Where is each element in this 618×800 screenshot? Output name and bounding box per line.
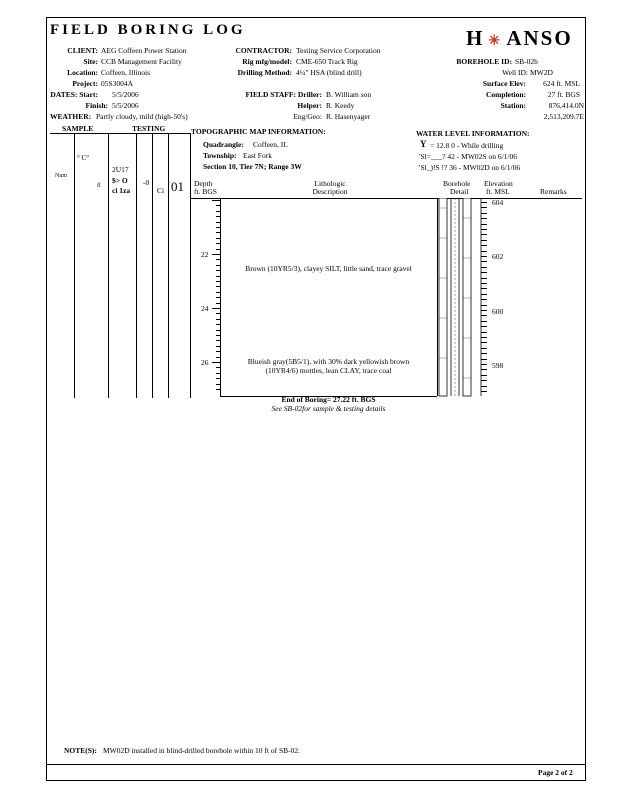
contractor-label: CONTRACTOR: xyxy=(235,46,292,55)
township-value: East Fork xyxy=(243,151,272,160)
end-of-boring: End of Boring= 27.22 ft. BGS xyxy=(281,395,376,404)
depth-tick xyxy=(216,211,220,212)
depth-tick xyxy=(216,340,220,341)
depth-tick xyxy=(216,324,220,325)
logo-left-text: H xyxy=(466,26,485,50)
elevation-tick xyxy=(481,342,487,343)
depth-tick xyxy=(212,362,220,363)
rig-label: Rig mfg/model: xyxy=(242,57,292,66)
depth-tick xyxy=(216,330,220,331)
water-level-2: ’Sl=___? 42 - MW02S on 6/1/06 xyxy=(418,152,518,161)
elevation-tick xyxy=(481,315,487,316)
notes-text: MW02D installed in blind-drilled borehole within 10 ft of SB-02. xyxy=(103,746,301,755)
depth-tick xyxy=(212,200,220,201)
see-reference: See SB-02for sample & testing details xyxy=(271,404,386,413)
water-level-1: = 12.8 0 - While drilling xyxy=(430,141,504,150)
col-glyph-2: 2U17 xyxy=(112,165,129,174)
elevation-tick xyxy=(481,224,487,225)
elevation-tick xyxy=(481,348,487,349)
depth-tick xyxy=(216,389,220,390)
elevation-tick xyxy=(481,294,487,295)
elevation-tick xyxy=(481,218,487,219)
page-title: FIELD BORING LOG xyxy=(50,22,246,38)
driller-value: B. William son xyxy=(326,90,372,99)
elevation-tick xyxy=(481,321,487,322)
depth-tick xyxy=(216,222,220,223)
dates-start-label: DATES: Start: xyxy=(50,90,98,99)
weather-value: Partly cloudy, mild (high-50's) xyxy=(96,112,188,121)
location-label: Location: xyxy=(67,68,98,77)
company-logo xyxy=(466,26,573,51)
station-value-east: 2,513,209.7E xyxy=(543,112,584,121)
water-symbol: Y xyxy=(420,139,427,149)
testing-header: TESTING xyxy=(132,124,166,133)
elevation-tick xyxy=(481,364,487,365)
surface-label: Surface Elev: xyxy=(482,79,526,88)
site-value: CCB Management Facility xyxy=(101,57,182,66)
depth-tick xyxy=(216,292,220,293)
col-glyph-4: ci 1za xyxy=(112,186,131,195)
depth-tick xyxy=(216,367,220,368)
driller-label: FIELD STAFF: Driller: xyxy=(245,90,322,99)
elevation-tick xyxy=(481,391,487,392)
depth-tick xyxy=(216,227,220,228)
depth-tick xyxy=(216,378,220,379)
elevation-tick xyxy=(481,332,487,333)
weather-label: WEATHER: xyxy=(50,112,92,121)
depth-tick xyxy=(216,346,220,347)
water-header: WATER LEVEL INFORMATION: xyxy=(416,129,530,138)
footer-divider xyxy=(46,764,586,765)
page-number: Page 2 of 2 xyxy=(538,768,573,777)
elevation-tick xyxy=(481,288,487,289)
depth-tick xyxy=(216,281,220,282)
depth-tick xyxy=(216,357,220,358)
drilling-value: 4¼" HSA (blind drill) xyxy=(296,68,362,77)
col-glyph-1: ° C° xyxy=(77,154,90,162)
topo-header: TOPOGRAPHIC MAP INFORMATION: xyxy=(191,127,326,136)
logo-mark: ✳ xyxy=(488,34,503,49)
num-header: Num xyxy=(55,173,67,179)
elevation-tick xyxy=(481,299,487,300)
elevation-tick xyxy=(481,229,487,230)
log-top-line xyxy=(190,198,582,199)
litho-description-2b: (10YR4/6) mottles, lean CLAY, trace coal xyxy=(265,366,392,375)
borehole-header-2: Detail xyxy=(450,187,469,196)
depth-tick xyxy=(216,205,220,206)
depth-tick xyxy=(216,319,220,320)
elevation-tick xyxy=(481,261,487,262)
elevation-tick xyxy=(481,359,487,360)
col-glyph-8: fl xyxy=(97,183,101,189)
project-label: Project: xyxy=(72,79,98,88)
helper-label: Helper: xyxy=(297,101,322,110)
helper-value: R. Keedy xyxy=(326,101,355,110)
surface-value: 624 ft. MSL xyxy=(543,79,580,88)
well-label: Well ID: xyxy=(502,68,528,77)
station-label: Station: xyxy=(500,101,526,110)
litho-description-1: Brown (10YR5/3), clayey SILT, little sand, trace gravel xyxy=(245,264,412,273)
elevation-tick xyxy=(481,251,487,252)
elevation-label: 604 xyxy=(492,198,504,207)
depth-tick xyxy=(216,286,220,287)
elevation-tick xyxy=(481,213,487,214)
col-line xyxy=(136,133,137,398)
depth-tick xyxy=(216,238,220,239)
elevation-label: 602 xyxy=(492,252,504,261)
elevation-tick xyxy=(481,240,487,241)
completion-value: 27 ft. BGS xyxy=(547,90,580,99)
completion-label: Completion: xyxy=(486,90,526,99)
depth-tick xyxy=(216,243,220,244)
elevation-tick xyxy=(481,256,487,257)
depth-tick xyxy=(216,303,220,304)
quadrangle-label: Quadrangle: xyxy=(203,140,244,149)
depth-tick xyxy=(212,308,220,309)
col-line xyxy=(108,133,109,398)
elevation-tick xyxy=(481,245,487,246)
elevation-tick xyxy=(481,380,487,381)
depth-tick xyxy=(216,335,220,336)
depth-label: 22 xyxy=(201,250,209,259)
borehole-value: SB-02b xyxy=(515,57,538,66)
depth-tick xyxy=(216,259,220,260)
col-line xyxy=(152,133,153,398)
well-value: MW2D xyxy=(530,68,553,77)
drilling-label: Drilling Method: xyxy=(237,68,292,77)
client-label: CLIENT: xyxy=(67,46,98,55)
elevation-tick xyxy=(481,369,487,370)
borehole-label: BOREHOLE ID: xyxy=(456,57,512,66)
elevation-tick xyxy=(481,207,487,208)
depth-axis xyxy=(220,198,221,396)
elevation-tick xyxy=(481,386,487,387)
depth-tick xyxy=(216,373,220,374)
col-line xyxy=(74,133,75,398)
township-label: Township: xyxy=(203,151,237,160)
depth-tick xyxy=(212,254,220,255)
borehole-header: Borehole xyxy=(443,179,471,188)
depth-tick xyxy=(216,297,220,298)
finish-label: Finish: xyxy=(85,101,108,110)
water-level-3: ’Sl_)!S !? 36 - MW02D on 6/1/06 xyxy=(418,163,521,172)
col-glyph-3: $> O xyxy=(112,176,128,185)
depth-tick xyxy=(216,249,220,250)
depth-tick xyxy=(216,313,220,314)
notes-label: NOTE(S): xyxy=(64,746,97,755)
depth-label: 26 xyxy=(201,358,209,367)
elevation-label: 598 xyxy=(492,361,504,370)
depth-tick xyxy=(216,351,220,352)
depth-tick xyxy=(216,232,220,233)
depth-tick xyxy=(216,384,220,385)
section-divider xyxy=(50,133,190,134)
logo-right-text: ANSO xyxy=(506,26,573,50)
borehole-detail-diagram xyxy=(437,198,487,398)
elevation-tick xyxy=(481,234,487,235)
elevation-tick xyxy=(481,326,487,327)
litho-header: Lithologic xyxy=(314,179,346,188)
col-glyph-5: 01 xyxy=(171,179,184,194)
contractor-value: Testing Service Corporation xyxy=(296,46,381,55)
borehole-wall-right xyxy=(463,198,471,396)
elevation-label: 600 xyxy=(492,307,504,316)
elevation-tick xyxy=(481,283,487,284)
col-line xyxy=(168,133,169,398)
elevation-tick xyxy=(481,267,487,268)
elevation-tick xyxy=(481,337,487,338)
site-label: Site: xyxy=(83,57,98,66)
borehole-wall-left xyxy=(439,198,447,396)
depth-label: 24 xyxy=(201,304,209,313)
quadrangle-value: Coffeen, IL xyxy=(253,140,288,149)
sample-header: SAMPLE xyxy=(62,124,94,133)
elevation-tick xyxy=(481,310,487,311)
depth-tick xyxy=(216,270,220,271)
col-glyph-6: -0 xyxy=(143,178,150,187)
remarks-header: Remarks xyxy=(540,187,567,196)
depth-tick xyxy=(216,265,220,266)
litho-header-2: Description xyxy=(312,187,348,196)
elevation-tick xyxy=(481,353,487,354)
col-line xyxy=(190,133,191,398)
client-value: AEG Coffeen Power Station xyxy=(101,46,187,55)
elevation-tick xyxy=(481,278,487,279)
elevation-header: Elevation xyxy=(484,179,513,188)
station-value: 876,414.0N xyxy=(548,101,584,110)
col-glyph-7: Ci xyxy=(157,186,165,195)
start-date: 5/5/2006 xyxy=(112,90,139,99)
depth-tick xyxy=(216,216,220,217)
depth-tick xyxy=(216,276,220,277)
finish-date: 5/5/2006 xyxy=(112,101,139,110)
litho-description-2a: Blueish gray(5B5/1), with 30% dark yellowish brown xyxy=(247,357,410,366)
elevation-tick xyxy=(481,272,487,273)
depth-units: ft. BGS xyxy=(194,187,217,196)
rig-value: CME-650 Track Rig xyxy=(296,57,358,66)
eng-label: Eng/Geo: xyxy=(293,112,322,121)
elevation-tick xyxy=(481,202,487,203)
section-tier-range: Section 10, Tier 7N; Range 3W xyxy=(203,162,302,171)
location-value: Coffeen, Illinois xyxy=(101,68,151,77)
project-value: 05S3004A xyxy=(101,79,134,88)
eng-value: R. Hasenyager xyxy=(326,112,371,121)
elevation-tick xyxy=(481,375,487,376)
elevation-header-2: ft. MSL xyxy=(486,187,510,196)
depth-header: Depth xyxy=(194,179,213,188)
elevation-tick xyxy=(481,305,487,306)
